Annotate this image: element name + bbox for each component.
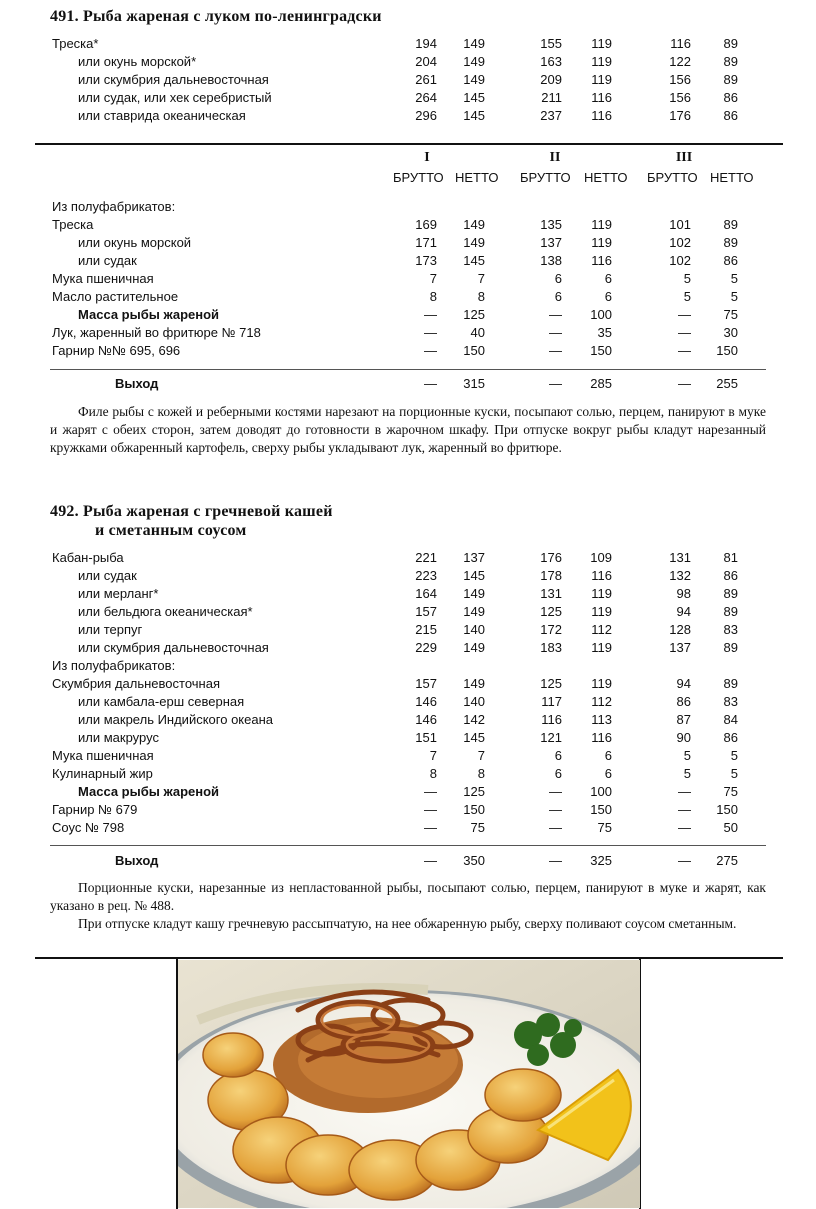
cell-value: 119 bbox=[591, 235, 612, 250]
cell-value: 209 bbox=[540, 72, 562, 87]
row-label: или судак bbox=[78, 253, 137, 268]
table-row bbox=[0, 783, 816, 801]
table-row bbox=[0, 819, 816, 837]
cell-value: 89 bbox=[723, 604, 738, 619]
table-row bbox=[0, 35, 816, 53]
table-row bbox=[0, 765, 816, 783]
cell-value: 150 bbox=[716, 802, 738, 817]
table-row bbox=[0, 549, 816, 567]
cell-value: 102 bbox=[669, 235, 691, 250]
table-row bbox=[0, 89, 816, 107]
cell-value: — bbox=[549, 802, 562, 817]
cell-value: 100 bbox=[590, 784, 612, 799]
cell-value: 137 bbox=[540, 235, 562, 250]
cell-value: 7 bbox=[429, 271, 437, 286]
row-label: или макрурус bbox=[78, 730, 159, 745]
brutto-header: БРУТТО bbox=[520, 170, 571, 185]
row-label: Кулинарный жир bbox=[52, 766, 153, 781]
row-label: Мука пшеничная bbox=[52, 271, 154, 286]
cell-value: — bbox=[424, 820, 437, 835]
output-value: 275 bbox=[716, 853, 738, 868]
cell-value: 116 bbox=[591, 253, 612, 268]
cell-value: 145 bbox=[463, 108, 485, 123]
table-row bbox=[0, 801, 816, 819]
cell-value: 86 bbox=[723, 568, 738, 583]
row-label: или скумбрия дальневосточная bbox=[78, 640, 269, 655]
cell-value: 5 bbox=[730, 271, 738, 286]
cell-value: 109 bbox=[590, 550, 612, 565]
cell-value: 149 bbox=[463, 54, 485, 69]
cell-value: 171 bbox=[415, 235, 437, 250]
cell-value: 75 bbox=[470, 820, 485, 835]
cell-value: 122 bbox=[669, 54, 691, 69]
cell-value: — bbox=[424, 343, 437, 358]
cell-value: 132 bbox=[669, 568, 691, 583]
cell-value: 5 bbox=[683, 748, 691, 763]
cell-value: 8 bbox=[477, 766, 485, 781]
cell-value: 116 bbox=[591, 730, 612, 745]
recipe-492-title: 492. Рыба жареная с гречневой кашей bbox=[50, 503, 333, 520]
divider bbox=[35, 957, 783, 959]
output-label: Выход bbox=[115, 853, 159, 868]
row-label: Гарнир № 679 bbox=[52, 802, 138, 817]
row-label: Из полуфабрикатов: bbox=[52, 199, 176, 214]
output-value: — bbox=[678, 853, 691, 868]
cell-value: 81 bbox=[723, 550, 738, 565]
row-label: или судак bbox=[78, 568, 137, 583]
cell-value: 86 bbox=[723, 108, 738, 123]
cell-value: — bbox=[678, 307, 691, 322]
portion-column-1: I bbox=[424, 150, 430, 165]
cell-value: 86 bbox=[723, 730, 738, 745]
table-row bbox=[0, 270, 816, 288]
cell-value: 138 bbox=[540, 253, 562, 268]
row-label: Лук, жаренный во фритюре № 718 bbox=[52, 325, 261, 340]
divider bbox=[50, 845, 766, 846]
cell-value: 131 bbox=[540, 586, 562, 601]
dish-photo bbox=[178, 960, 640, 1208]
table-row bbox=[0, 107, 816, 125]
cell-value: 142 bbox=[463, 712, 485, 727]
cell-value: 215 bbox=[415, 622, 437, 637]
row-label: Треска* bbox=[52, 36, 99, 51]
netto-header: НЕТТО bbox=[710, 170, 754, 185]
cell-value: 125 bbox=[463, 307, 485, 322]
cell-value: 125 bbox=[463, 784, 485, 799]
row-label: Кабан-рыба bbox=[52, 550, 124, 565]
row-label: Масло растительное bbox=[52, 289, 179, 304]
cell-value: — bbox=[424, 802, 437, 817]
cell-value: 125 bbox=[540, 604, 562, 619]
row-label: или терпуг bbox=[78, 622, 143, 637]
cell-value: 150 bbox=[716, 343, 738, 358]
cell-value: 145 bbox=[463, 90, 485, 105]
cell-value: 89 bbox=[723, 217, 738, 232]
cell-value: 119 bbox=[591, 604, 612, 619]
table-row bbox=[0, 567, 816, 585]
cell-value: 89 bbox=[723, 586, 738, 601]
row-label: или бельдюга океаническая* bbox=[78, 604, 253, 619]
row-label: или судак, или хек серебристый bbox=[78, 90, 272, 105]
portion-column-3: III bbox=[675, 150, 693, 165]
table-row bbox=[0, 603, 816, 621]
output-value: 255 bbox=[716, 376, 738, 391]
cell-value: 135 bbox=[540, 217, 562, 232]
output-value: 315 bbox=[463, 376, 485, 391]
cell-value: 119 bbox=[591, 36, 612, 51]
cell-value: 5 bbox=[683, 766, 691, 781]
output-row bbox=[0, 375, 816, 393]
cell-value: 6 bbox=[604, 271, 612, 286]
recipe-491-title: 491. Рыба жареная с луком по-ленинградски bbox=[50, 8, 382, 25]
netto-header: НЕТТО bbox=[455, 170, 499, 185]
cell-value: 296 bbox=[415, 108, 437, 123]
cell-value: 204 bbox=[415, 54, 437, 69]
cell-value: 5 bbox=[683, 289, 691, 304]
row-label: или мерланг* bbox=[78, 586, 159, 601]
table-row bbox=[0, 324, 816, 342]
cell-value: 119 bbox=[591, 217, 612, 232]
cell-value: 83 bbox=[723, 694, 738, 709]
cell-value: — bbox=[678, 802, 691, 817]
table-row bbox=[0, 71, 816, 89]
output-value: — bbox=[424, 853, 437, 868]
output-value: — bbox=[424, 376, 437, 391]
cell-value: 116 bbox=[541, 712, 562, 727]
cell-value: 145 bbox=[463, 730, 485, 745]
cell-value: 125 bbox=[540, 676, 562, 691]
cell-value: — bbox=[549, 820, 562, 835]
output-value: — bbox=[549, 853, 562, 868]
cell-value: 157 bbox=[415, 604, 437, 619]
cell-value: 131 bbox=[669, 550, 691, 565]
cell-value: 94 bbox=[676, 604, 691, 619]
cell-value: 211 bbox=[541, 90, 562, 105]
cell-value: 89 bbox=[723, 640, 738, 655]
cell-value: 7 bbox=[477, 748, 485, 763]
divider bbox=[50, 369, 766, 370]
table-row bbox=[0, 729, 816, 747]
cell-value: 146 bbox=[415, 694, 437, 709]
recipe-491-text: Филе рыбы с кожей и реберными костями нарезают на порционные куски, посыпают солью, перцем, панируют в муке и жарят с обеих сторон, затем доводят до готовности в жарочном шкафу. При отпуске вокруг рыбы кладут нарезанный кружками обжаренный картофель, сверху рыбы укладывают лук, жаренный во фритюре. bbox=[50, 404, 766, 455]
recipe-492-text-1: Порционные куски, нарезанные из непластованной рыбы, посыпают солью, перцем, панируют в муке и жарят, как указано в рец. № 488. bbox=[50, 880, 766, 913]
cell-value: 157 bbox=[415, 676, 437, 691]
row-label: Масса рыбы жареной bbox=[78, 307, 220, 322]
cell-value: 264 bbox=[415, 90, 437, 105]
cell-value: 140 bbox=[463, 622, 485, 637]
cell-value: 5 bbox=[730, 748, 738, 763]
cell-value: 89 bbox=[723, 235, 738, 250]
row-label: или скумбрия дальневосточная bbox=[78, 72, 269, 87]
cell-value: 116 bbox=[670, 36, 691, 51]
cell-value: 6 bbox=[554, 271, 562, 286]
cell-value: 89 bbox=[723, 676, 738, 691]
cell-value: — bbox=[424, 307, 437, 322]
cell-value: 149 bbox=[463, 586, 485, 601]
table-row bbox=[0, 342, 816, 360]
row-label: или камбала-ерш северная bbox=[78, 694, 245, 709]
cell-value: 150 bbox=[463, 802, 485, 817]
cell-value: 89 bbox=[723, 54, 738, 69]
brutto-header: БРУТТО bbox=[393, 170, 444, 185]
cell-value: 84 bbox=[723, 712, 738, 727]
portion-column-2: II bbox=[549, 150, 561, 165]
cell-value: — bbox=[424, 784, 437, 799]
cell-value: 172 bbox=[540, 622, 562, 637]
cell-value: 164 bbox=[415, 586, 437, 601]
cell-value: 86 bbox=[723, 253, 738, 268]
output-value: 285 bbox=[590, 376, 612, 391]
table-row bbox=[0, 198, 816, 216]
cell-value: 119 bbox=[591, 54, 612, 69]
cell-value: 113 bbox=[591, 712, 612, 727]
output-value: — bbox=[549, 376, 562, 391]
row-label: или окунь морской* bbox=[78, 54, 197, 69]
cell-value: — bbox=[424, 325, 437, 340]
cell-value: — bbox=[549, 343, 562, 358]
cell-value: 5 bbox=[730, 289, 738, 304]
table-row bbox=[0, 621, 816, 639]
cell-value: 150 bbox=[590, 343, 612, 358]
cell-value: 75 bbox=[597, 820, 612, 835]
cell-value: 150 bbox=[463, 343, 485, 358]
row-label: Треска bbox=[52, 217, 94, 232]
cell-value: 75 bbox=[723, 784, 738, 799]
cell-value: 149 bbox=[463, 676, 485, 691]
cell-value: 6 bbox=[554, 289, 562, 304]
cell-value: 86 bbox=[676, 694, 691, 709]
output-row bbox=[0, 852, 816, 870]
cell-value: — bbox=[678, 343, 691, 358]
cell-value: 5 bbox=[730, 766, 738, 781]
cell-value: 163 bbox=[540, 54, 562, 69]
cell-value: 155 bbox=[540, 36, 562, 51]
cell-value: 6 bbox=[554, 748, 562, 763]
cell-value: 6 bbox=[604, 289, 612, 304]
cell-value: 176 bbox=[669, 108, 691, 123]
cell-value: 8 bbox=[429, 289, 437, 304]
table-row bbox=[0, 657, 816, 675]
output-value: 325 bbox=[590, 853, 612, 868]
cell-value: 35 bbox=[597, 325, 612, 340]
cell-value: 261 bbox=[415, 72, 437, 87]
table-row bbox=[0, 216, 816, 234]
cell-value: 102 bbox=[669, 253, 691, 268]
cell-value: 156 bbox=[669, 90, 691, 105]
cell-value: 223 bbox=[415, 568, 437, 583]
cell-value: 98 bbox=[676, 586, 691, 601]
cell-value: 237 bbox=[540, 108, 562, 123]
cell-value: 137 bbox=[669, 640, 691, 655]
output-value: — bbox=[678, 376, 691, 391]
row-label: или макрель Индийского океана bbox=[78, 712, 273, 727]
row-label: Соус № 798 bbox=[52, 820, 125, 835]
cell-value: 112 bbox=[591, 622, 612, 637]
fried-fish-image bbox=[178, 960, 640, 1208]
cell-value: — bbox=[678, 325, 691, 340]
cell-value: 221 bbox=[415, 550, 437, 565]
cell-value: 94 bbox=[676, 676, 691, 691]
cell-value: 173 bbox=[415, 253, 437, 268]
cell-value: 119 bbox=[591, 676, 612, 691]
cell-value: 6 bbox=[604, 766, 612, 781]
cell-value: 145 bbox=[463, 568, 485, 583]
row-label: или окунь морской bbox=[78, 235, 192, 250]
table-row bbox=[0, 585, 816, 603]
cell-value: 128 bbox=[669, 622, 691, 637]
cell-value: 119 bbox=[591, 72, 612, 87]
cell-value: 8 bbox=[429, 766, 437, 781]
cell-value: 50 bbox=[723, 820, 738, 835]
cell-value: 150 bbox=[590, 802, 612, 817]
table-row bbox=[0, 747, 816, 765]
row-label: Масса рыбы жареной bbox=[78, 784, 220, 799]
table-row bbox=[0, 288, 816, 306]
cell-value: 89 bbox=[723, 72, 738, 87]
cell-value: 116 bbox=[591, 90, 612, 105]
cell-value: 8 bbox=[477, 289, 485, 304]
cell-value: 100 bbox=[590, 307, 612, 322]
cell-value: 7 bbox=[429, 748, 437, 763]
cell-value: 40 bbox=[470, 325, 485, 340]
cell-value: 145 bbox=[463, 253, 485, 268]
row-label: Из полуфабрикатов: bbox=[52, 658, 176, 673]
cell-value: 90 bbox=[676, 730, 691, 745]
cell-value: 87 bbox=[676, 712, 691, 727]
cell-value: 75 bbox=[723, 307, 738, 322]
table-row bbox=[0, 234, 816, 252]
cell-value: — bbox=[549, 325, 562, 340]
row-label: или ставрида океаническая bbox=[78, 108, 246, 123]
cell-value: 169 bbox=[415, 217, 437, 232]
cell-value: 149 bbox=[463, 72, 485, 87]
cell-value: 149 bbox=[463, 640, 485, 655]
cell-value: 30 bbox=[723, 325, 738, 340]
cell-value: 101 bbox=[669, 217, 691, 232]
cell-value: 112 bbox=[591, 694, 612, 709]
cell-value: 121 bbox=[540, 730, 562, 745]
cell-value: 119 bbox=[591, 640, 612, 655]
cell-value: 140 bbox=[463, 694, 485, 709]
cell-value: — bbox=[678, 820, 691, 835]
cell-value: 194 bbox=[415, 36, 437, 51]
cell-value: 229 bbox=[415, 640, 437, 655]
netto-header: НЕТТО bbox=[584, 170, 628, 185]
table-row bbox=[0, 252, 816, 270]
row-label: Мука пшеничная bbox=[52, 748, 154, 763]
cell-value: — bbox=[549, 784, 562, 799]
row-label: Гарнир №№ 695, 696 bbox=[52, 343, 181, 358]
output-label: Выход bbox=[115, 376, 159, 391]
output-value: 350 bbox=[463, 853, 485, 868]
cell-value: 6 bbox=[604, 748, 612, 763]
cell-value: — bbox=[549, 307, 562, 322]
cell-value: 183 bbox=[540, 640, 562, 655]
cell-value: 149 bbox=[463, 217, 485, 232]
table-row bbox=[0, 711, 816, 729]
cell-value: 137 bbox=[463, 550, 485, 565]
cell-value: 151 bbox=[415, 730, 437, 745]
cell-value: 178 bbox=[540, 568, 562, 583]
recipe-492-subtitle: и сметанным соусом bbox=[95, 522, 247, 539]
cell-value: 156 bbox=[669, 72, 691, 87]
cell-value: 89 bbox=[723, 36, 738, 51]
cell-value: 117 bbox=[541, 694, 562, 709]
cell-value: 149 bbox=[463, 235, 485, 250]
cell-value: 176 bbox=[540, 550, 562, 565]
cell-value: — bbox=[678, 784, 691, 799]
brutto-header: БРУТТО bbox=[647, 170, 698, 185]
cell-value: 146 bbox=[415, 712, 437, 727]
cell-value: 116 bbox=[591, 108, 612, 123]
cell-value: 86 bbox=[723, 90, 738, 105]
recipe-492-text-2: При отпуске кладут кашу гречневую рассыпчатую, на нее обжаренную рыбу, сверху поливают соусом сметанным. bbox=[78, 916, 737, 931]
cell-value: 5 bbox=[683, 271, 691, 286]
table-row bbox=[0, 693, 816, 711]
table-row bbox=[0, 53, 816, 71]
cell-value: 119 bbox=[591, 586, 612, 601]
cell-value: 7 bbox=[477, 271, 485, 286]
cell-value: 116 bbox=[591, 568, 612, 583]
cell-value: 149 bbox=[463, 604, 485, 619]
cell-value: 6 bbox=[554, 766, 562, 781]
cell-value: 83 bbox=[723, 622, 738, 637]
table-row bbox=[0, 306, 816, 324]
table-row bbox=[0, 675, 816, 693]
cell-value: 149 bbox=[463, 36, 485, 51]
table-row bbox=[0, 639, 816, 657]
divider bbox=[35, 143, 783, 145]
row-label: Скумбрия дальневосточная bbox=[52, 676, 221, 691]
